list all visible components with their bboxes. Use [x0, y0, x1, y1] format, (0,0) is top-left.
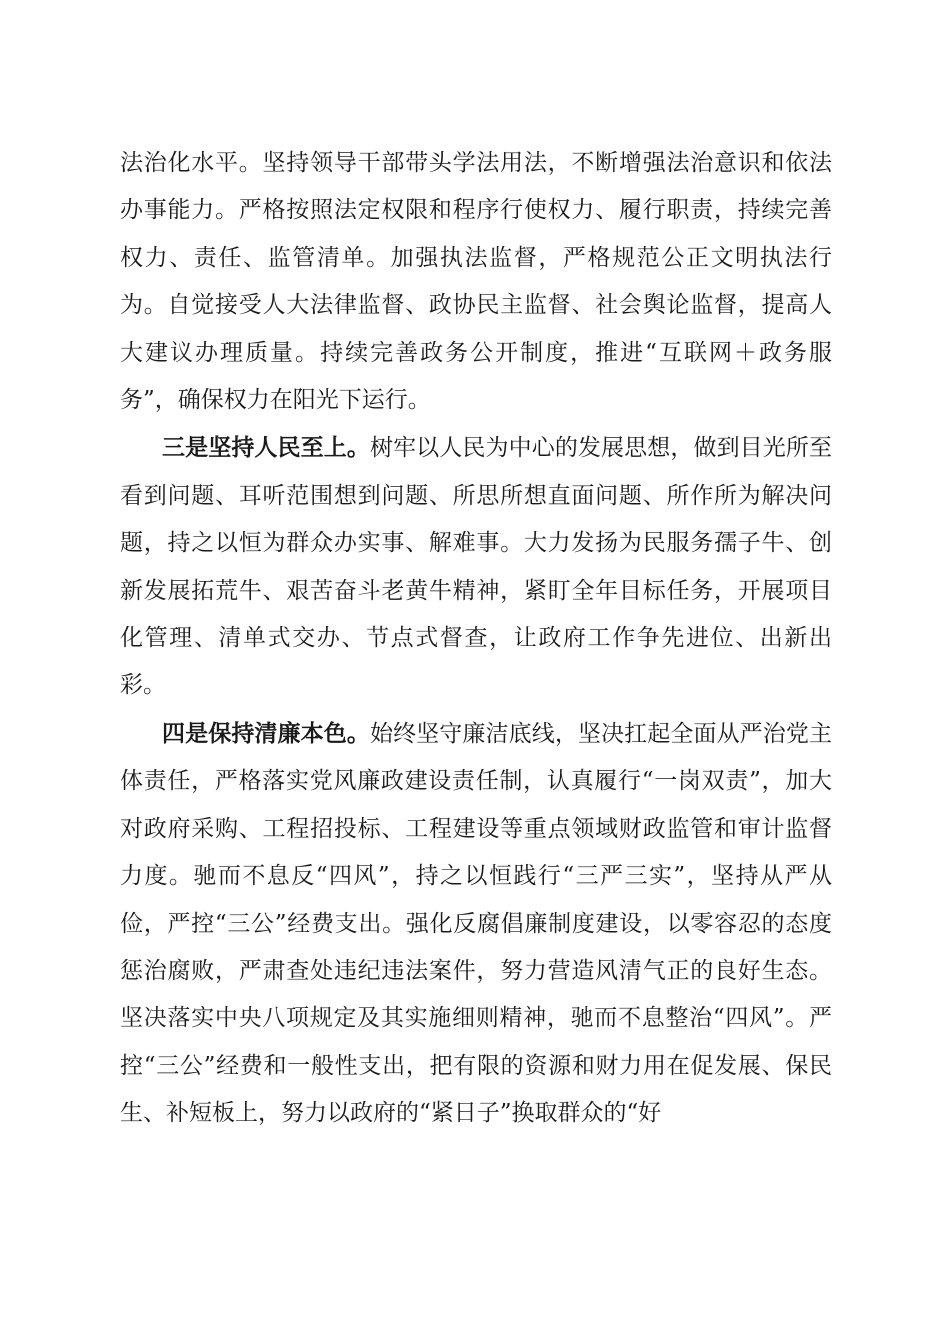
paragraph-people-first: [120, 424, 832, 709]
paragraph-heading: 四是保持清廉本色。: [162, 719, 370, 747]
paragraph-integrity: [120, 710, 832, 1138]
paragraph-text: 树牢以人民为中心的发展思想，做到目光所至看到问题、耳听范围想到问题、所思所想直面问题、所作所为解决问题，持之以恒为群众办实事、解难事。大力发扬为民服务孺子牛、创新发展拓荒牛、艰苦奋斗老黄牛精神，紧盯全年目标任务，开展项目化管理、清单式交办、节点式督查，让政府工作争先进位、出新出彩。: [120, 435, 833, 699]
paragraph-text: 法治化水平。坚持领导干部带头学法用法，不断增强法治意识和依法办事能力。严格按照法定权限和程序行使权力、履行职责，持续完善权力、责任、监管清单。加强执法监督，严格规范公正文明执法行为。自觉接受人大法律监督、政协民主监督、社会舆论监督，提高人大建议办理质量。持续完善政务公开制度，推进“互联网＋政务服务”，确保权力在阳光下运行。: [120, 150, 832, 414]
paragraph-text: 始终坚守廉洁底线，坚决扛起全面从严治党主体责任，严格落实党风廉政建设责任制，认真履行“一岗双责”，加大对政府采购、工程招投标、工程建设等重点领域财政监管和审计监督力度。驰而不息反“四风”，持之以恒践行“三严三实”，坚持从严从俭，严控“三公”经费支出。强化反腐倡廉制度建设，以零容忍的态度惩治腐败，严肃查处违纪违法案件，努力营造风清气正的良好生态。坚决落实中央八项规定及其实施细则精神，驰而不息整治“四风”。严控“三公”经费和一般性支出，把有限的资源和财力用在促发展、保民生、补短板上，努力以政府的“紧日子”换取群众的“好: [120, 720, 833, 1127]
paragraph-rule-of-law: [120, 140, 832, 424]
document-page: [120, 140, 832, 1138]
paragraph-heading: 三是坚持人民至上。: [162, 434, 370, 462]
